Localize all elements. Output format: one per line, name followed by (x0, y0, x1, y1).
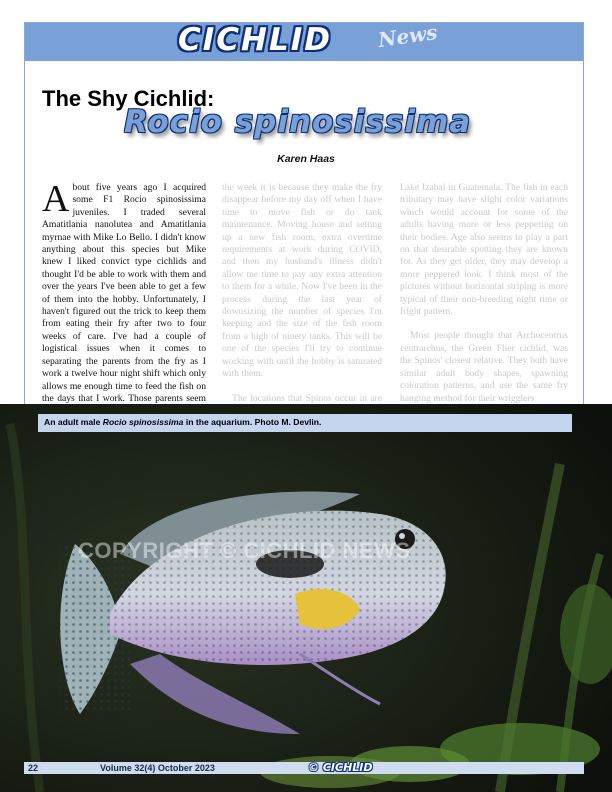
masthead-logo-suffix: News (376, 19, 439, 53)
paragraph: Most people thought that Archocentrus centrarchus, the Green Flier cichlid, was the Spinos' closest relative. They both have similar adult body shapes, spawning coloration patterns, and use the same fry hanging method for their wrigglers (400, 330, 568, 404)
article-column-2 (222, 182, 382, 417)
fish-photo (0, 404, 612, 792)
paragraph: The locations that Spinos occur in are (232, 392, 382, 404)
caption-text: in the aquarium. Photo M. Devlin. (183, 417, 322, 427)
paragraph (42, 178, 206, 418)
article-title: The Shy Cichlid: (42, 86, 215, 111)
photo-caption (44, 417, 321, 427)
copyright-watermark: COPYRIGHT © CICHLID NEWS (78, 538, 411, 563)
masthead-logo: CICHLID (178, 22, 332, 58)
paragraph-text: bout five years ago I acquired some F1 Rocio spinosissima juveniles. I traded several Amatitlania nanolutea and Amatitlania myrnae with Mike Lo Bello. I didn't know anything about this species but Mike knew I liked convict type cichlids and thought I'd be able to work with them and over the years I've been able to get a few of them into the hobby. Unfortunately, I haven't figured out the trick to keep them from eating their fry after two to four weeks of care. I've had a couple of logistical issues when it comes to separating the parents from the fry as I work a twelve hour night shift which only allows me enough time to feed the fish on the days that I work. Those parents seem (42, 182, 206, 404)
caption-species: Rocio spinosissima (102, 417, 184, 427)
page-number: 22 (28, 763, 39, 773)
article-author: Karen Haas (277, 153, 335, 165)
fish-illustration (0, 404, 612, 792)
article-column-3 (400, 182, 568, 405)
drop-cap: A (42, 178, 70, 220)
article-species-title: Rocio spinosissima (124, 104, 472, 140)
issue-info: Volume 32(4) October 2023 (100, 763, 215, 773)
caption-text: An adult male (44, 417, 103, 427)
footer-logo: © CICHLID (308, 761, 373, 774)
paragraph: Lake Izabal in Guatemala. The fish in each tributary may have slight color variations which would account for some of the adults having more or less peppering on their bodies. Age also seems to play a part on that desirable spotting they are known for. As they get older, they may develop a more peppered look. I think most of the pictures without horizontal striping is more typical of their non-breeding night time or fright pattern. (400, 182, 568, 318)
article-column-1 (42, 178, 206, 418)
paragraph: the week it is because they make the fry disappear before my day off when I have time to move fish or do tank maintenance. Moving house and setting up a new fish room, extra overtime requirements at work during COVID, and then my husband's illness didn't allow me time to pay any extra attention to them for a while. Now I've been in the process during the last year of downsizing the number of species I'm keeping and the size of the fish room from a high of ninety tanks. This will be one of the species I'll try to continue working with until the hobby is saturated with them. (222, 182, 382, 380)
